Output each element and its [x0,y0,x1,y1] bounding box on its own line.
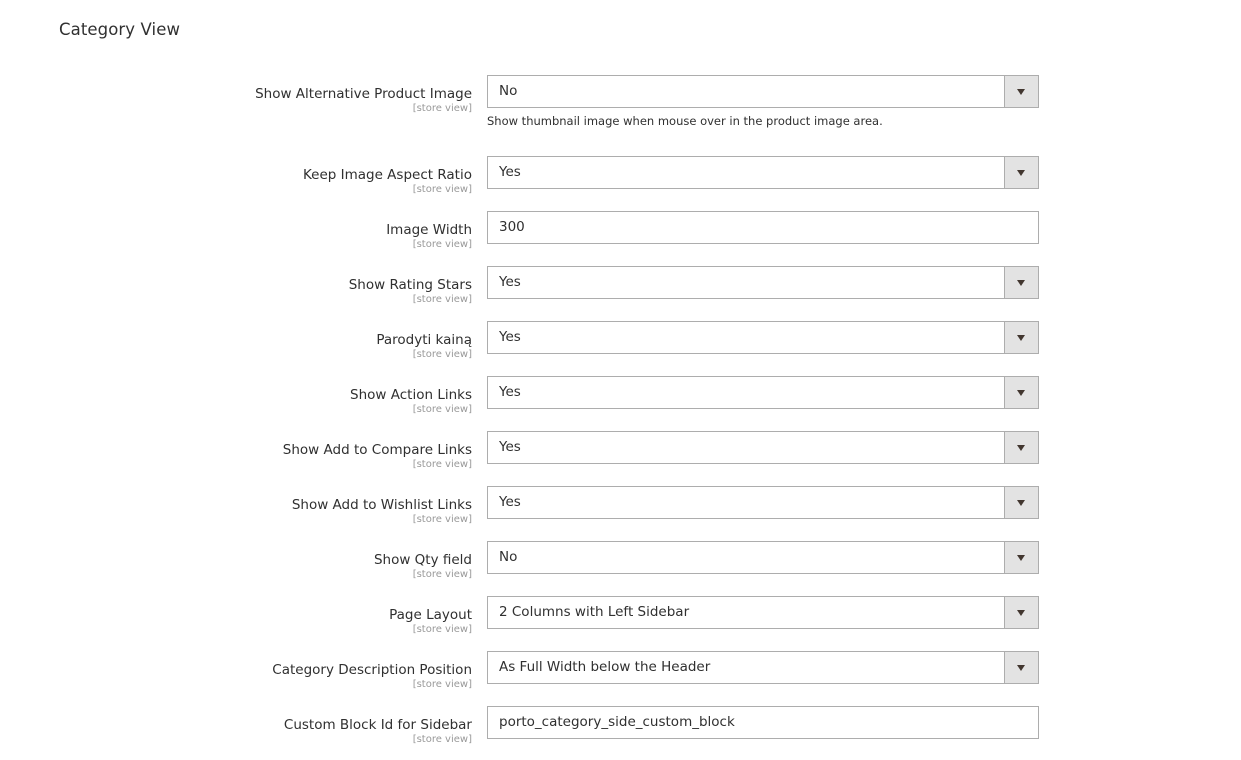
select-value: Yes [499,494,521,510]
show-rating-stars-select[interactable] [487,266,1039,299]
field-row-show-price [0,330,1241,364]
image-width-input[interactable] [487,211,1039,244]
field-label-block [112,550,472,581]
select-toggle[interactable] [1004,157,1038,188]
chevron-down-icon [1017,445,1025,451]
chevron-down-icon [1017,280,1025,286]
field-label-block [112,84,472,115]
scope-label: [store view] [412,624,472,635]
show-add-to-compare-links-select[interactable] [487,431,1039,464]
select-value: No [499,549,518,565]
select-toggle[interactable] [1004,322,1038,353]
page-layout-select[interactable] [487,596,1039,629]
select-toggle[interactable] [1004,597,1038,628]
chevron-down-icon [1017,390,1025,396]
field-label: Keep Image Aspect Ratio [302,167,472,183]
field-row-image-width [0,220,1241,254]
field-label-block [112,330,472,361]
field-label-block [112,385,472,416]
field-row-show-action-links [0,385,1241,419]
select-toggle[interactable] [1004,652,1038,683]
field-row-keep-image-aspect-ratio [0,165,1241,199]
field-row-show-alternative-product-image [0,83,1241,128]
field-row-show-add-to-compare-links [0,440,1241,474]
chevron-down-icon [1017,500,1025,506]
select-toggle[interactable] [1004,76,1038,107]
scope-label: [store view] [412,569,472,580]
select-value: Yes [499,439,521,455]
show-add-to-wishlist-links-select[interactable] [487,486,1039,519]
chevron-down-icon [1017,555,1025,561]
field-label: Image Width [386,222,472,238]
field-row-show-rating-stars [0,275,1241,309]
field-label: Custom Block Id for Sidebar [283,717,472,733]
field-row-show-qty-field [0,550,1241,584]
field-label-block [112,495,472,526]
field-label: Show Qty field [373,552,472,568]
chevron-down-icon [1017,170,1025,176]
keep-image-aspect-ratio-select[interactable] [487,156,1039,189]
field-row-custom-block-id-for-sidebar [0,715,1241,749]
field-label: Show Add to Wishlist Links [291,497,472,513]
chevron-down-icon [1017,610,1025,616]
select-toggle[interactable] [1004,267,1038,298]
field-row-page-layout [0,605,1241,639]
show-qty-field-select[interactable] [487,541,1039,574]
field-label-block [112,165,472,196]
select-toggle[interactable] [1004,487,1038,518]
field-label-block [112,715,472,746]
select-toggle[interactable] [1004,377,1038,408]
field-label: Category Description Position [272,662,472,678]
select-value: Yes [499,329,521,345]
input-value: porto_category_side_custom_block [499,714,735,730]
scope-label: [store view] [412,349,472,360]
scope-label: [store view] [412,514,472,525]
chevron-down-icon [1017,665,1025,671]
scope-label: [store view] [412,404,472,415]
show-price-select[interactable] [487,321,1039,354]
section-title[interactable]: Category View [59,20,181,39]
custom-block-id-input[interactable] [487,706,1039,739]
field-row-show-add-to-wishlist-links [0,495,1241,529]
chevron-down-icon [1017,335,1025,341]
scope-label: [store view] [412,239,472,250]
field-label-block [112,605,472,636]
scope-label: [store view] [412,294,472,305]
select-value: Yes [499,274,521,290]
select-toggle[interactable] [1004,542,1038,573]
field-label-block [112,275,472,306]
scope-label: [store view] [412,679,472,690]
field-label-block [112,220,472,251]
scope-label: [store view] [412,459,472,470]
field-label-block [112,440,472,471]
scope-label: [store view] [412,734,472,745]
chevron-down-icon [1017,89,1025,95]
select-value: As Full Width below the Header [499,659,711,675]
field-label: Page Layout [389,607,472,623]
category-description-position-select[interactable] [487,651,1039,684]
scope-label: [store view] [412,103,472,114]
select-toggle[interactable] [1004,432,1038,463]
show-action-links-select[interactable] [487,376,1039,409]
select-value: 2 Columns with Left Sidebar [499,604,690,620]
field-note: Show thumbnail image when mouse over in the product image area. [487,114,883,128]
field-row-category-description-position [0,660,1241,694]
field-label: Parodyti kainą [376,332,472,348]
field-label: Show Action Links [350,387,472,403]
field-label-block [112,660,472,691]
field-label: Show Alternative Product Image [255,86,472,102]
field-label: Show Rating Stars [348,277,472,293]
select-value: Yes [499,164,521,180]
field-label: Show Add to Compare Links [282,442,472,458]
select-value: No [499,83,518,99]
scope-label: [store view] [412,184,472,195]
select-value: Yes [499,384,521,400]
show-alternative-product-image-select[interactable] [487,75,1039,108]
input-value: 300 [499,219,525,235]
